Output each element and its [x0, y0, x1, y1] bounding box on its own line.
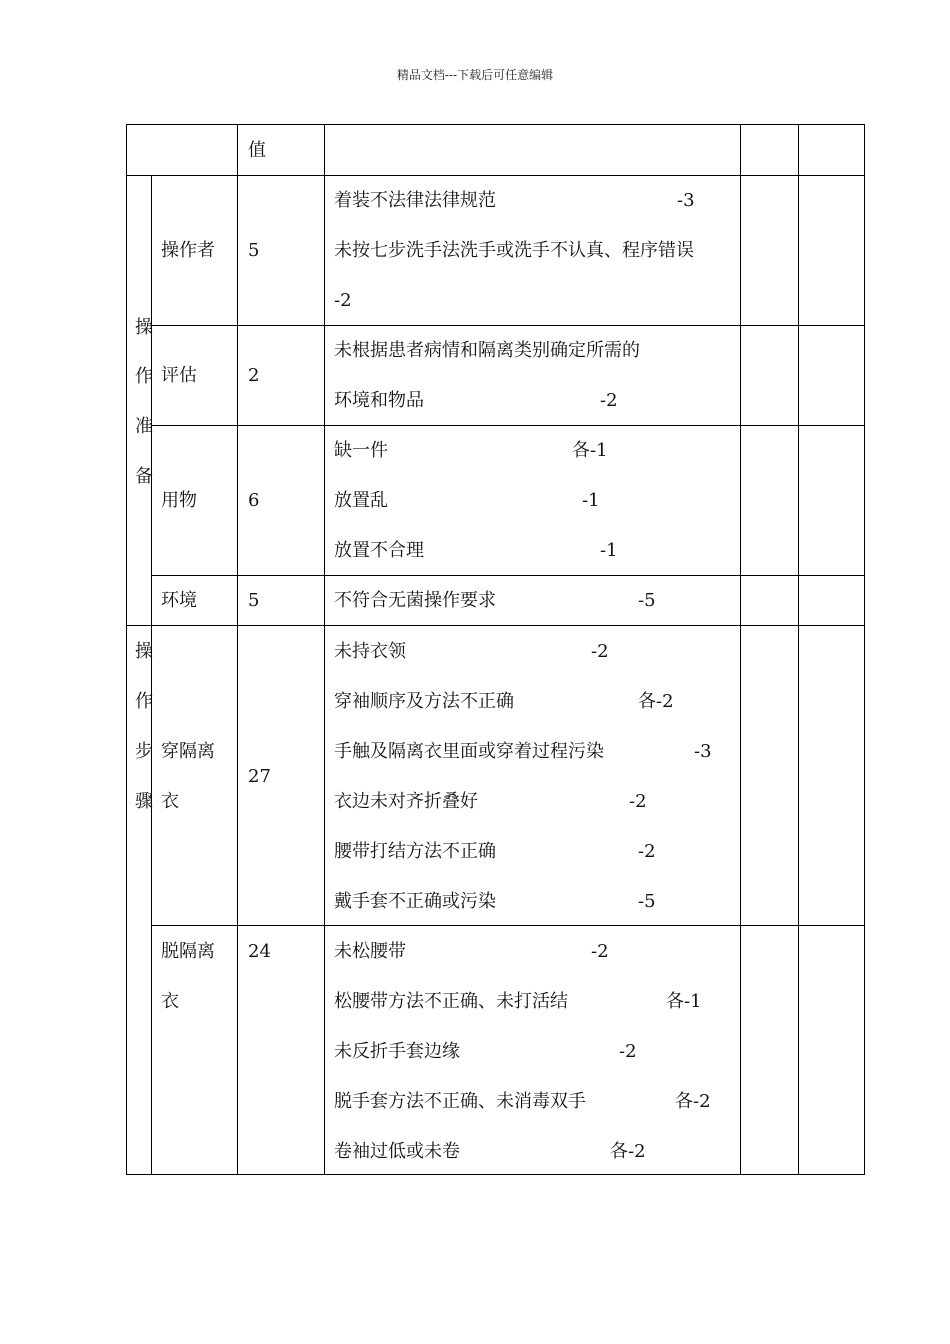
- item-name: 用物: [161, 490, 197, 511]
- criterion-deduct: -5: [638, 891, 656, 912]
- item-name: 评估: [161, 365, 197, 386]
- criterion-deduct: 各-1: [666, 991, 702, 1012]
- criterion-deduct: -1: [600, 540, 618, 561]
- item-name: 穿隔离: [161, 741, 215, 762]
- item-score: 5: [248, 590, 260, 611]
- criterion-text: 不符合无菌操作要求: [334, 590, 496, 611]
- criterion-text: 腰带打结方法不正确: [334, 841, 496, 862]
- item-name: 脱隔离: [161, 941, 215, 962]
- table-border-left: [126, 124, 127, 1175]
- criterion-text: 放置乱: [334, 490, 388, 511]
- criterion-deduct: 各-1: [572, 440, 608, 461]
- item-score: 2: [248, 365, 260, 386]
- column-divider: [324, 124, 325, 1175]
- criterion-text: 环境和物品: [334, 390, 424, 411]
- section-label-char: 准: [135, 416, 153, 437]
- page-header: 精品文档---下载后可任意编辑: [396, 68, 554, 82]
- row-divider: [151, 325, 865, 326]
- column-divider: [798, 124, 799, 1175]
- criterion-deduct: -3: [694, 741, 712, 762]
- criterion-deduct: -2: [600, 390, 618, 411]
- criterion-text: 缺一件: [334, 440, 388, 461]
- row-divider: [151, 925, 865, 926]
- criterion-text: -2: [334, 290, 352, 311]
- criterion-deduct: 各-2: [675, 1091, 711, 1112]
- item-score: 24: [248, 941, 271, 962]
- criterion-text: 卷袖过低或未卷: [334, 1141, 460, 1162]
- criterion-text: 未松腰带: [334, 941, 406, 962]
- criterion-text: 衣边未对齐折叠好: [334, 791, 478, 812]
- criterion-text: 着装不法律法律规范: [334, 190, 496, 211]
- item-score: 6: [248, 490, 260, 511]
- criterion-deduct: -5: [638, 590, 656, 611]
- item-name: 衣: [161, 991, 179, 1012]
- section-label-char: 作: [135, 366, 153, 387]
- criterion-text: 穿袖顺序及方法不正确: [334, 691, 514, 712]
- item-score: 27: [248, 766, 271, 787]
- criterion-text: 未按七步洗手法洗手或洗手不认真、程序错误: [334, 240, 694, 261]
- header-value-cell: 值: [248, 140, 266, 161]
- section-label-char: 操: [135, 317, 153, 338]
- criterion-text: 未反折手套边缘: [334, 1041, 460, 1062]
- criterion-deduct: -2: [619, 1041, 637, 1062]
- section-label-char: 作: [135, 691, 153, 712]
- item-name: 衣: [161, 791, 179, 812]
- section-label-char: 操: [135, 641, 153, 662]
- criterion-text: 放置不合理: [334, 540, 424, 561]
- criterion-deduct: -2: [638, 841, 656, 862]
- section-label-char: 步: [135, 741, 153, 762]
- criterion-text: 未持衣领: [334, 641, 406, 662]
- criterion-deduct: -1: [582, 490, 600, 511]
- column-divider: [740, 124, 741, 1175]
- section-label-char: 备: [135, 466, 153, 487]
- item-score: 5: [248, 240, 260, 261]
- criterion-text: 未根据患者病情和隔离类别确定所需的: [334, 340, 640, 361]
- criterion-deduct: 各-2: [638, 691, 674, 712]
- item-name: 操作者: [161, 240, 215, 261]
- criterion-deduct: -2: [591, 641, 609, 662]
- criterion-text: 松腰带方法不正确、未打活结: [334, 991, 568, 1012]
- row-divider: [151, 425, 865, 426]
- item-name: 环境: [161, 590, 197, 611]
- criterion-deduct: -2: [591, 941, 609, 962]
- criterion-deduct: 各-2: [610, 1141, 646, 1162]
- criterion-text: 戴手套不正确或污染: [334, 891, 496, 912]
- column-divider: [237, 124, 238, 1175]
- row-divider: [151, 575, 865, 576]
- criterion-text: 手触及隔离衣里面或穿着过程污染: [334, 741, 604, 762]
- criterion-deduct: -3: [677, 190, 695, 211]
- criterion-deduct: -2: [629, 791, 647, 812]
- criterion-text: 脱手套方法不正确、未消毒双手: [334, 1091, 586, 1112]
- section-label-char: 骤: [135, 791, 153, 812]
- table-border-right: [864, 124, 865, 1175]
